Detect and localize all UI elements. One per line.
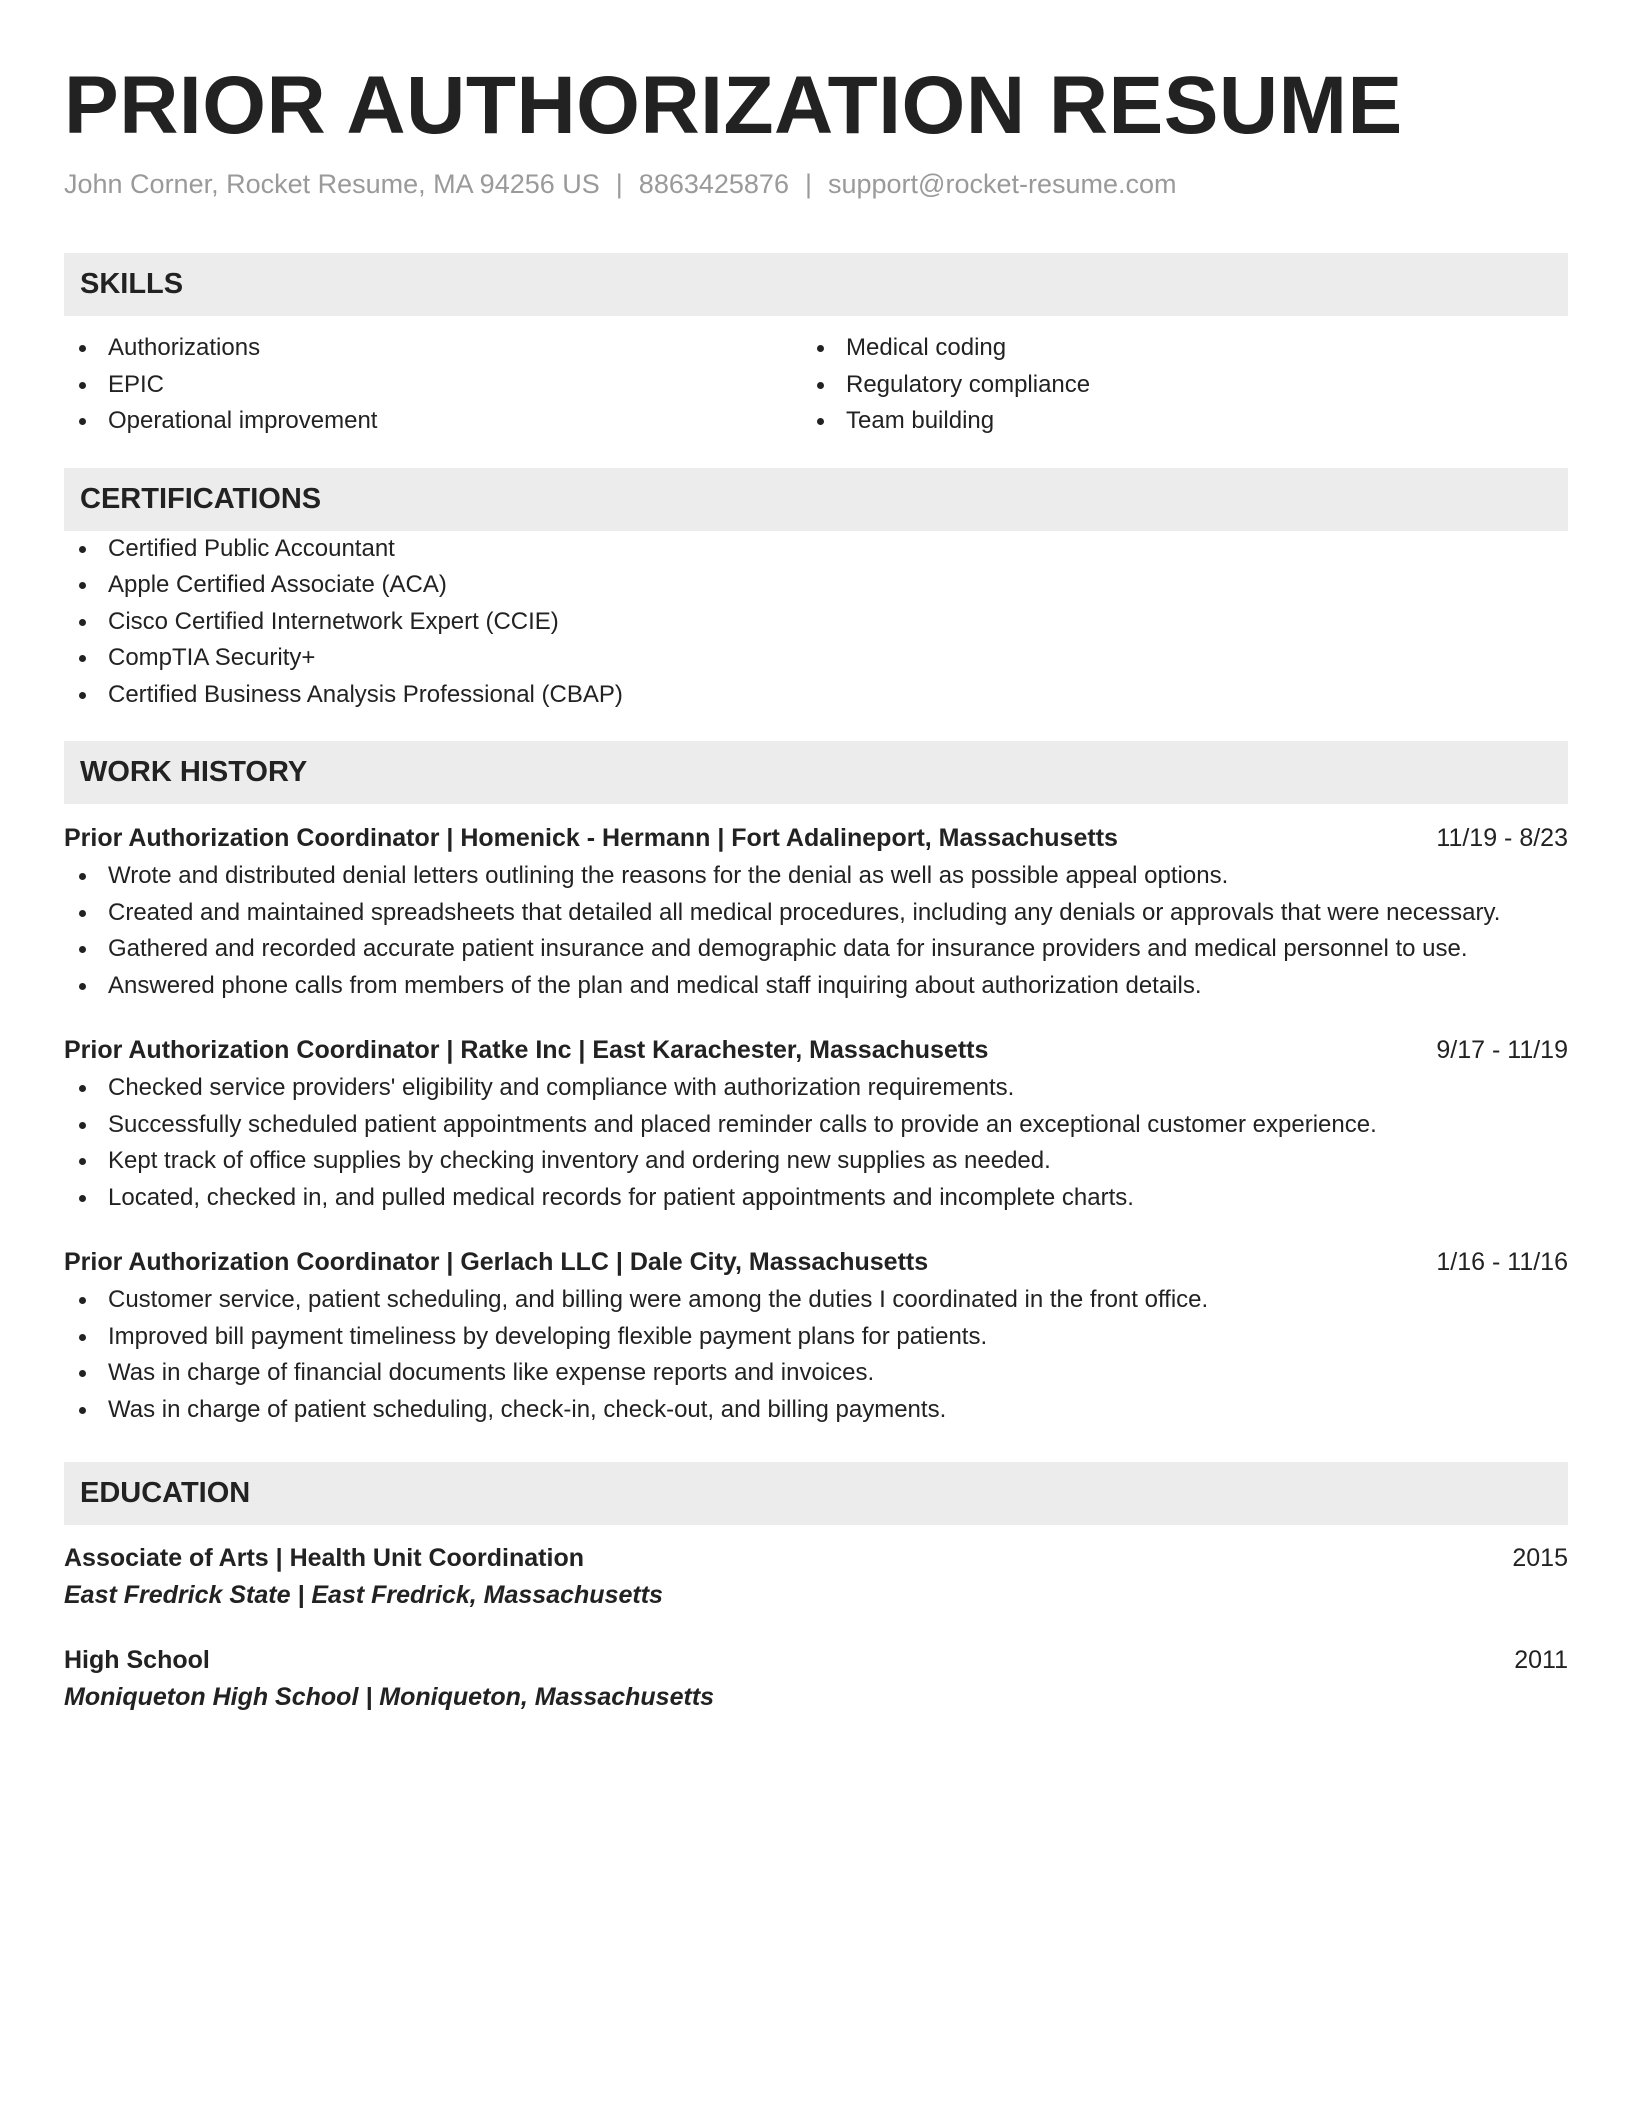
job-bullet: Kept track of office supplies by checking inventory and ordering new supplies as needed. <box>64 1143 1568 1180</box>
certifications-heading: CERTIFICATIONS <box>80 482 322 515</box>
job-bullet: Gathered and recorded accurate patient insurance and demographic data for insurance providers and medical personnel to use. <box>64 931 1568 968</box>
contact-email: support@rocket-resume.com <box>827 169 1177 199</box>
job-bullet: Successfully scheduled patient appointments and placed reminder calls to provide an exceptional customer experience. <box>64 1107 1568 1144</box>
work-history-heading: WORK HISTORY <box>80 756 308 788</box>
job-bullets <box>64 1282 1568 1428</box>
job-bullet: Was in charge of patient scheduling, check-in, check-out, and billing payments. <box>64 1392 1568 1429</box>
job-bullet: Customer service, patient scheduling, and billing were among the duties I coordinated in the front office. <box>64 1282 1568 1319</box>
skills-column-right <box>802 330 1540 440</box>
job-header <box>64 818 1568 858</box>
certification-item: Apple Certified Associate (ACA) <box>64 567 1568 604</box>
skill-item: Team building <box>802 403 1540 440</box>
job-bullets <box>64 1070 1568 1216</box>
education-entry <box>64 1539 1568 1613</box>
skill-item: Operational improvement <box>64 403 802 440</box>
job-entry <box>64 818 1568 1004</box>
education-degree: High School <box>64 1646 210 1674</box>
contact-address: John Corner, Rocket Resume, MA 94256 US <box>64 169 600 199</box>
contact-phone: 8863425876 <box>638 169 789 199</box>
skills-section-header <box>64 253 1568 316</box>
certification-item: CompTIA Security+ <box>64 640 1568 677</box>
contact-line <box>64 166 1568 202</box>
job-header <box>64 1030 1568 1070</box>
job-bullet: Created and maintained spreadsheets that detailed all medical procedures, including any denials or approvals that were necessary. <box>64 895 1568 932</box>
skill-item: Authorizations <box>64 330 802 367</box>
job-entry <box>64 1242 1568 1428</box>
skills-heading: SKILLS <box>80 268 184 300</box>
job-bullets <box>64 858 1568 1004</box>
job-dates: 1/16 - 11/16 <box>1436 1248 1568 1276</box>
skills-column-left <box>64 330 802 440</box>
education-header <box>64 1641 1568 1679</box>
education-section-header <box>64 1462 1568 1525</box>
education-entry <box>64 1641 1568 1715</box>
education-degree: Associate of Arts | Health Unit Coordination <box>64 1544 584 1572</box>
education-school: Moniqueton High School | Moniqueton, Massachusetts <box>64 1683 715 1711</box>
skill-item: Medical coding <box>802 330 1540 367</box>
job-dates: 11/19 - 8/23 <box>1436 824 1568 852</box>
job-bullet: Was in charge of financial documents like expense reports and invoices. <box>64 1355 1568 1392</box>
job-bullet: Answered phone calls from members of the plan and medical staff inquiring about authorization details. <box>64 968 1568 1005</box>
certifications-list <box>64 531 1568 714</box>
job-bullet: Improved bill payment timeliness by developing flexible payment plans for patients. <box>64 1319 1568 1356</box>
certification-item: Certified Business Analysis Professional (CBAP) <box>64 677 1568 714</box>
job-bullet: Located, checked in, and pulled medical records for patient appointments and incomplete charts. <box>64 1180 1568 1217</box>
certification-item: Certified Public Accountant <box>64 531 1568 568</box>
certification-item: Cisco Certified Internetwork Expert (CCIE) <box>64 604 1568 641</box>
education-heading: EDUCATION <box>80 1477 251 1509</box>
education-year: 2015 <box>1512 1544 1568 1572</box>
job-title: Prior Authorization Coordinator | Homenick - Hermann | Fort Adalineport, Massachusetts <box>64 824 1118 852</box>
job-title: Prior Authorization Coordinator | Gerlach LLC | Dale City, Massachusetts <box>64 1248 929 1276</box>
job-bullet: Wrote and distributed denial letters outlining the reasons for the denial as well as possible appeal options. <box>64 858 1568 895</box>
skill-item: Regulatory compliance <box>802 367 1540 404</box>
job-entry <box>64 1030 1568 1216</box>
contact-separator: | <box>804 169 812 199</box>
resume-title: PRIOR AUTHORIZATION RESUME <box>64 60 1403 151</box>
job-title: Prior Authorization Coordinator | Ratke Inc | East Karachester, Massachusetts <box>64 1036 989 1064</box>
skills-list <box>64 330 1568 440</box>
education-header <box>64 1539 1568 1577</box>
contact-separator: | <box>615 169 623 199</box>
education-school: East Fredrick State | East Fredrick, Massachusetts <box>64 1581 663 1609</box>
certifications-section-header <box>64 468 1568 531</box>
skill-item: EPIC <box>64 367 802 404</box>
education-year: 2011 <box>1514 1646 1568 1674</box>
job-bullet: Checked service providers' eligibility and compliance with authorization requirements. <box>64 1070 1568 1107</box>
job-header <box>64 1242 1568 1282</box>
work-history-section-header <box>64 741 1568 804</box>
job-dates: 9/17 - 11/19 <box>1436 1036 1568 1064</box>
